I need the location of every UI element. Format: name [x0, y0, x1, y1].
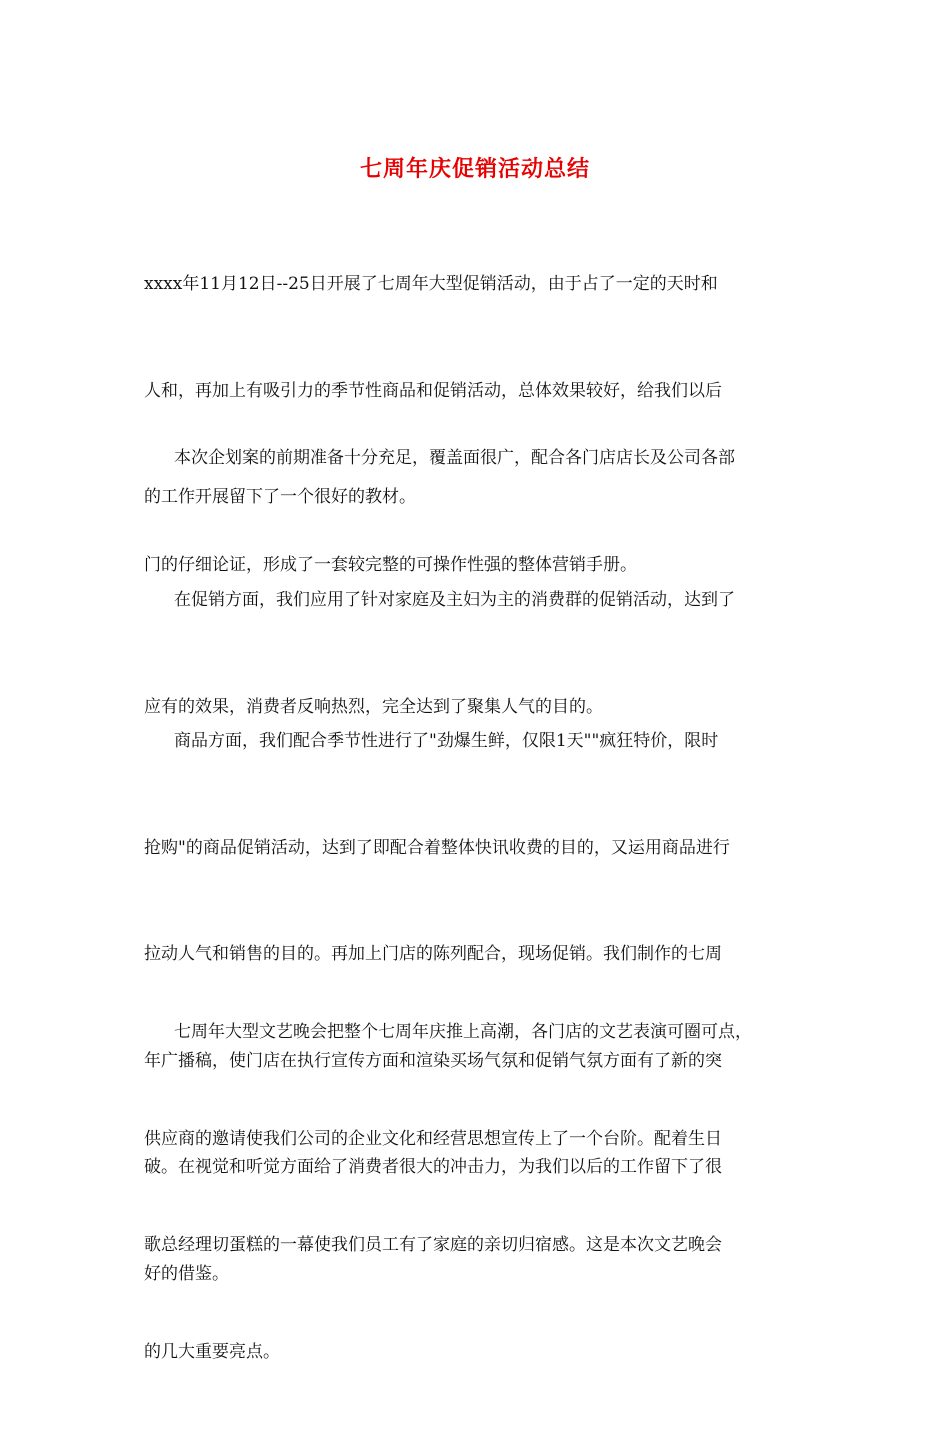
paragraph-line: 的工作开展留下了一个很好的教材。 [144, 487, 416, 507]
paragraph-gala [144, 944, 812, 1441]
paragraph-line: 本次企划案的前期准备十分充足，覆盖面很广，配合各门店店长及公司各部 [174, 448, 735, 468]
paragraph-line: 拉动人气和销售的目的。再加上门店的陈列配合，现场促销。我们制作的七周 [144, 944, 722, 964]
paragraph-line: 的几大重要亮点。 [144, 1341, 280, 1362]
paragraph-line: 好的借鉴。 [144, 1263, 229, 1284]
paragraph-line: 抢购"的商品促销活动，达到了即配合着整体快讯收费的目的，又运用商品进行 [144, 837, 730, 858]
paragraph-line: 歌总经理切蛋糕的一幕使我们员工有了家庭的亲切归宿感。这是本次文艺晚会 [144, 1235, 722, 1255]
paragraph-line: xxxx年11月12日--25日开展了七周年大型促销活动，由于占了一定的天时和 [144, 274, 718, 294]
paragraph-line: 破。在视觉和听觉方面给了消费者很大的冲击力，为我们以后的工作留下了很 [144, 1157, 722, 1177]
paragraph-line: 供应商的邀请使我们公司的企业文化和经营思想宣传上了一个台阶。配着生日 [144, 1128, 722, 1149]
paragraph-line: 七周年大型文艺晚会把整个七周年庆推上高潮，各门店的文艺表演可圈可点， [174, 1022, 752, 1042]
document-title: 七周年庆促销活动总结 [359, 156, 590, 182]
paragraph-line: 在促销方面，我们应用了针对家庭及主妇为主的消费群的促销活动，达到了 [174, 590, 735, 610]
paragraph-line: 年广播稿，使门店在执行宣传方面和渲染买场气氛和促销气氛方面有了新的突 [144, 1050, 722, 1071]
paragraph-line: 门的仔细论证，形成了一套较完整的可操作性强的整体营销手册。 [144, 554, 637, 575]
paragraph-line: 商品方面，我们配合季节性进行了"劲爆生鲜，仅限1天""疯狂特价，限时 [174, 731, 719, 751]
paragraph-line: 应有的效果，消费者反响热烈，完全达到了聚集人气的目的。 [144, 696, 603, 717]
paragraph-line: 人和，再加上有吸引力的季节性商品和促销活动，总体效果较好，给我们以后 [144, 380, 722, 401]
